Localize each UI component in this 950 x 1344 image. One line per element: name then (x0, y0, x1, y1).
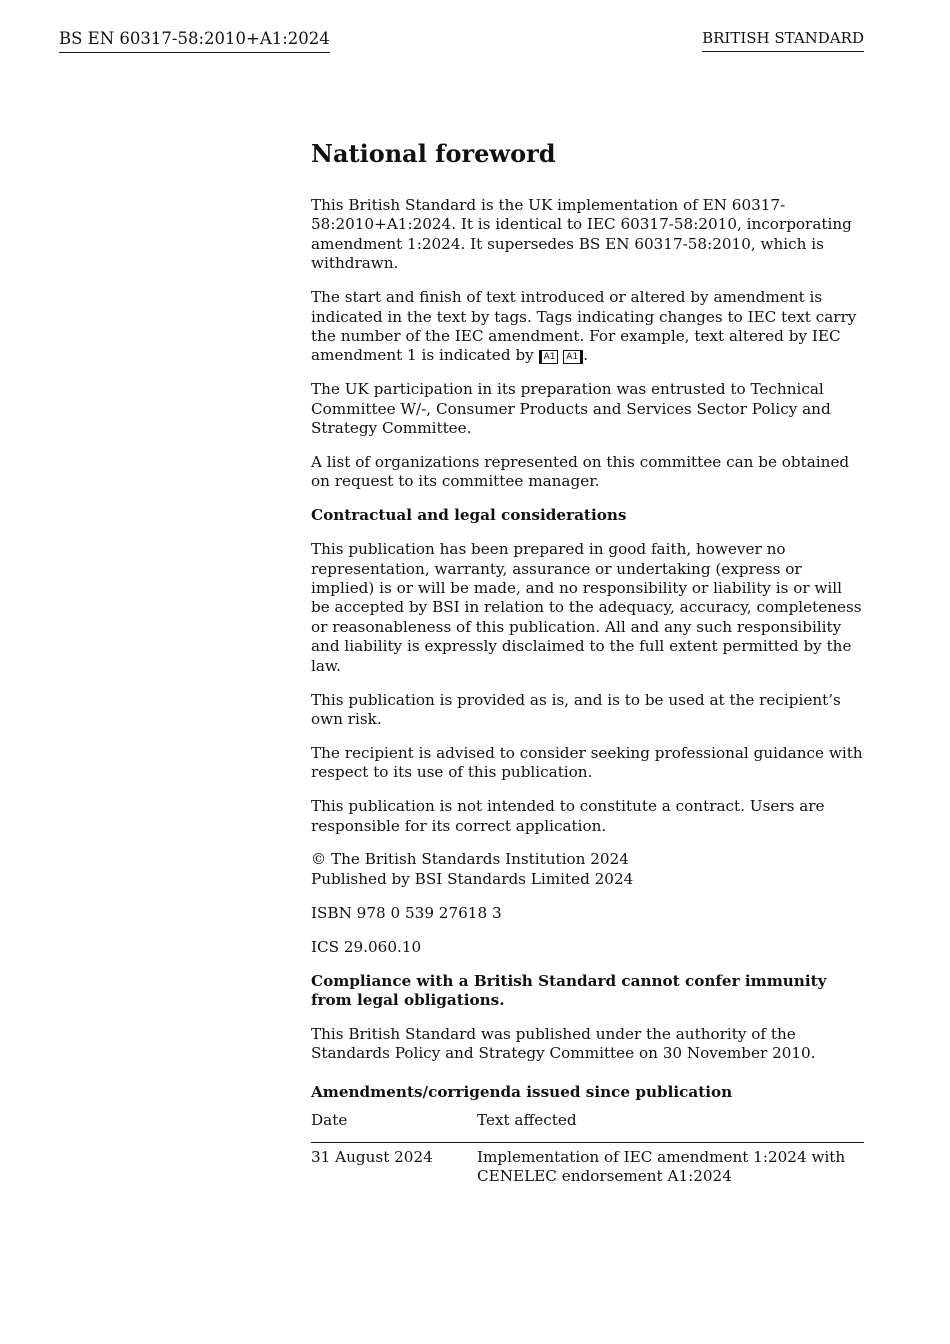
header-standard-number: BS EN 60317-58:2010+A1:2024 (59, 29, 330, 53)
column-header-date: Date (311, 1110, 477, 1142)
paragraph-own-risk: This publication is provided as is, and is to be used at the recipient’s own risk. (311, 690, 841, 728)
paragraph-implementation: This British Standard is the UK implementation of EN 60317-58:2010+A1:2024. It is identical to IEC 60317-58:2010, incorporating amendment 1:2024. It supersedes BS EN 60317-58:2010, which is withdrawn. (311, 196, 852, 273)
paragraph-amendment-tags (311, 288, 864, 366)
paragraph-good-faith: This publication has been prepared in good faith, however no representation, warranty, assurance or undertaking (express or implied) is or will be made, and no responsibility or liability is or will be accepted by BSI in relation to the adequacy, accuracy, completeness or reasonableness of this publication. All and any such responsibility and liability is expressly disclaimed to the full extent permitted by the law. (311, 540, 862, 675)
table-header-row (311, 1110, 864, 1142)
compliance-notice: Compliance with a British Standard cannot confer immunity from legal obligations. (311, 971, 827, 1009)
paragraph-authority: This British Standard was published under the authority of the Standards Policy and Strategy Committee on 30 November 2010. (311, 1024, 816, 1063)
paragraph-guidance: The recipient is advised to consider seeking professional guidance with respect to its use of this publication. (311, 743, 863, 782)
paragraph-organizations: A list of organizations represented on this committee can be obtained on request to its committee manager. (311, 452, 850, 491)
page-title: National foreword (311, 139, 556, 168)
column-header-text-affected: Text affected (477, 1110, 864, 1142)
amendment-text-affected: Implementation of IEC amendment 1:2024 with CENELEC endorsement A1:2024 (477, 1147, 846, 1185)
paragraph-uk-participation: The UK participation in its preparation was entrusted to Technical Committee W/-, Consumer Products and Services Sector Policy and Strategy Committee. (311, 380, 831, 438)
copyright-block (311, 850, 864, 889)
table-row (311, 1142, 864, 1186)
amendment-date: 31 August 2024 (311, 1147, 433, 1166)
amendments-heading: Amendments/corrigenda issued since publication (311, 1082, 733, 1101)
foreword-content (311, 138, 864, 1186)
amendments-table (311, 1110, 864, 1186)
published-by-line: Published by BSI Standards Limited 2024 (311, 869, 634, 888)
header-british-standard: BRITISH STANDARD (702, 29, 864, 52)
isbn: ISBN 978 0 539 27618 3 (311, 903, 502, 922)
copyright-line: © The British Standards Institution 2024 (311, 850, 629, 869)
amendment-tags-text: The start and finish of text introduced or altered by amendment is indicated in the text by tags. Tags indicating changes to IEC text carry the number of the IEC amendment. For example, text altered by IEC amendment 1 is indicated by (311, 288, 857, 365)
amendment-close-tag-icon: A1 (563, 350, 583, 364)
paragraph-not-contract: This publication is not intended to constitute a contract. Users are responsible for its correct application. (311, 797, 825, 835)
amendment-open-tag-icon: A1 (539, 350, 559, 364)
contractual-heading: Contractual and legal considerations (311, 506, 627, 525)
ics: ICS 29.060.10 (311, 937, 422, 956)
amendment-tags-end: . (583, 346, 589, 365)
